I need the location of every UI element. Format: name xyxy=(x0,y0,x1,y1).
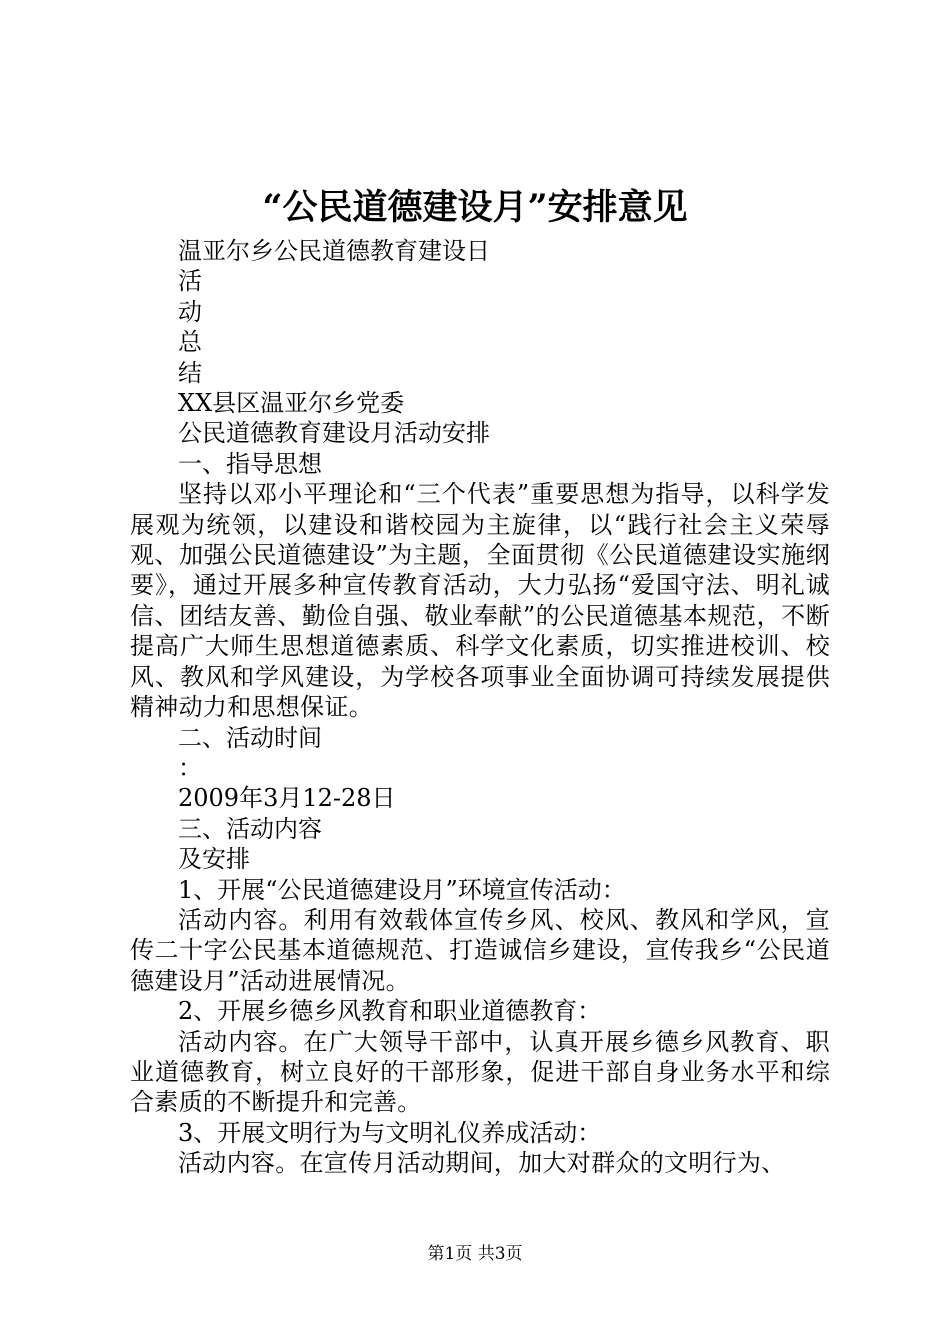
section-heading-content-cont: 及安排 xyxy=(178,845,250,874)
vertical-char-line: 结 xyxy=(178,358,202,387)
plan-title-line: 公民道德教育建设月活动安排 xyxy=(178,419,490,448)
vertical-char-line: 活 xyxy=(178,267,202,296)
subtitle-line: 温亚尔乡公民道德教育建设日 xyxy=(178,237,490,265)
section-heading-content: 三、活动内容 xyxy=(178,814,322,843)
organization-line: XX县区温亚尔乡党委 xyxy=(178,389,405,418)
section-time-colon: ： xyxy=(178,753,202,782)
document-title: “公民道德建设月”安排意见 xyxy=(262,187,688,228)
vertical-char-line: 总 xyxy=(178,328,202,357)
section-time-date: 2009年3月12-28日 xyxy=(178,784,396,813)
item1-heading: 1、开展“公民道德建设月”环境宣传活动： xyxy=(178,875,626,904)
item2-paragraph: 活动内容。在广大领导干部中，认真开展乡德乡风教育、职业道德教育，树立良好的干部形象，促进干部自身业务水平和综合素质的不断提升和完善。 xyxy=(130,1027,830,1117)
vertical-char-line: 动 xyxy=(178,297,202,326)
item2-heading: 2、开展乡德乡风教育和职业道德教育： xyxy=(178,997,602,1026)
page-footer: 第1页 共3页 xyxy=(427,1244,523,1264)
item1-paragraph: 活动内容。利用有效载体宣传乡风、校风、教风和学风，宣传二十字公民基本道德规范、打造诚信乡建设，宣传我乡“公民道德建设月”活动进展情况。 xyxy=(130,905,830,995)
guiding-paragraph: 坚持以邓小平理论和“三个代表”重要思想为指导，以科学发展观为统领，以建设和谐校园为主旋律，以“践行社会主义荣辱观、加强公民道德建设”为主题，全面贯彻《公民道德建设实施纲要》，通过开展多种宣传教育活动，大力弘扬“爱国守法、明礼诚信、团结友善、勤俭自强、敬业奉献”的公民道德基本规范，不断提高广大师生思想道德素质、科学文化素质，切实推进校训、校风、教风和学风建设，为学校各项事业全面协调可持续发展提供精神动力和思想保证。 xyxy=(130,480,830,722)
document-body xyxy=(130,236,830,1179)
item3-paragraph: 活动内容。在宣传月活动期间，加大对群众的文明行为、 xyxy=(178,1149,786,1178)
section-heading-guiding: 一、指导思想 xyxy=(178,449,322,478)
section-heading-time: 二、活动时间 xyxy=(178,723,322,752)
item3-heading: 3、开展文明行为与文明礼仪养成活动： xyxy=(178,1118,602,1147)
